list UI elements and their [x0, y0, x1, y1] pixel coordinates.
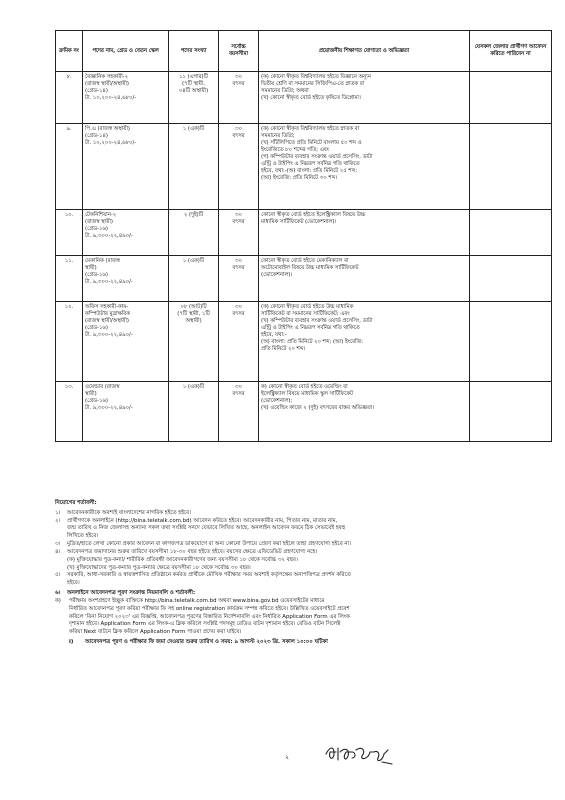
table-row: [56, 382, 552, 442]
cell-post: [83, 124, 169, 210]
count-line: ২ (দুই)টি: [183, 212, 204, 218]
cell-qualification: [259, 124, 470, 210]
post-line: (রাজস্ব স্থায়ী): [85, 218, 113, 225]
count-line: ১ (এক)টি: [182, 384, 205, 390]
term-text: [67, 549, 551, 572]
term-number: ২।: [55, 517, 61, 524]
count-line: (৭টি স্থায়ী, ১টি: [177, 310, 210, 317]
header-post: পদের নাম, গ্রেড ও বেতন স্কেল: [83, 31, 169, 72]
qualification-line: (ক) কোনো স্বীকৃত বিশ্ববিদ্যালয় হইতে বিজ্ঞানে অন্যূন: [261, 74, 371, 80]
qualification-line: প্রতি মিনিটে ২০ শব্দ।: [261, 345, 306, 352]
post-line: (গ্রেড-১৪): [85, 87, 108, 94]
term-text: আবেদনকারীকে অবশ্যই বাংলাদেশের নাগরিক হইতে হইবে।: [67, 509, 192, 516]
qualification-line: (ক) কোনো স্বীকৃত বিশ্ববিদ্যালয় হইতে স্নাতক বা: [261, 126, 360, 132]
cell-age: [219, 256, 259, 302]
qualification-line: ইংরেজিতে ৮০ শব্দের গতি; এবং: [261, 146, 329, 153]
term-line: সরকারি, আধা-সরকারি ও স্বায়ত্তশাসিত প্রতিষ্ঠানে কর্মরত প্রার্থীকে মৌখিক পরীক্ষার সময় অবশ্যই কর্তৃপক্ষের অনাপত্তিপত্র প্রদর্শন করিতে: [67, 572, 351, 579]
cell-serial: ৮.: [56, 72, 83, 124]
qualification-line: সার্টিফিকেট বা সমমানের সার্টিফিকেট; এবং: [261, 310, 350, 317]
cell-qualification: [259, 256, 470, 302]
term-text: [67, 572, 551, 588]
term-subline: (খ) মুক্তিযোদ্ধাদের পুত্র-কন্যার পুত্র-কন্যার ক্ষেত্রে বয়সসীমা ১৮ থেকে সর্বোচ্চ ৩০ বছর।: [67, 564, 251, 571]
table-row: [56, 72, 552, 124]
page-number: ২: [285, 754, 289, 761]
subitem-line: করিলে 'বিনা নিয়োগ ২০২৩' এর বিজ্ঞপ্তি, আবেদনপত্র পূরণের বিস্তারিত নির্দেশনাবলি এবং নির্ধারিত Application Form এর লিংক: [69, 613, 350, 620]
age-line: ৩০: [235, 212, 242, 218]
cell-age: [219, 72, 259, 124]
qualification-line: (খ) সাঁটলিপিতে প্রতি মিনিটে বাংলায় ৫০ শব্দ ও: [261, 139, 362, 146]
cell-ineligible: [470, 382, 552, 442]
post-line: টা. ৯,৩০০-২২,৪৯০/-: [85, 232, 133, 239]
cell-count: [169, 256, 219, 302]
post-line: (রাজস্ব স্থায়ী/অস্থায়ী): [85, 80, 129, 87]
qualification-line: (খ) কোনো স্বীকৃত বোর্ড হইতে কৃষিতে ডিপ্লোমা।: [261, 94, 361, 101]
post-line: স্থায়ী): [85, 264, 97, 271]
qualification-line: মাধ্যমিক সার্টিফিকেট (ভোকেশনাল)।: [261, 218, 337, 225]
posts-table: [55, 30, 552, 442]
cell-qualification: [259, 72, 470, 124]
cell-ineligible: [470, 124, 552, 210]
post-line: টা. ১০,২০০-২৪,৬৮০/-: [85, 139, 137, 146]
post-line: টা. ১০,২০০-২৪,৬৮০/-: [85, 94, 137, 101]
header-ineligible: যেসকল জেলার প্রার্থীগণ আবেদন করিতে পারিবেন না: [470, 31, 552, 72]
post-line: কম্পিউটার মুদ্রাক্ষরিক: [85, 310, 130, 317]
qualification-line: (ভোকেশনাল);: [261, 397, 293, 404]
cell-count: [169, 382, 219, 442]
subitem-line: করিয়া Next বাটনে ক্লিক করিলে Application Form পাওয়া প্রদেয় করা যাইবে।: [69, 629, 242, 636]
age-line: ৩০: [235, 258, 242, 264]
term-line: প্রার্থীগণকে অনলাইনে (http://bina.teletalk.com.bd) আবেদন করিতে হইবে। আবেদনকারীর নাম, পিতার নাম, মাতার নাম,: [67, 517, 338, 524]
term-subline: (ক) মুক্তিযোদ্ধার পুত্র-কন্যা/ শারীরিক প্রতিবন্ধী আবেদনকারীগণের জন্য বয়সসীমা ১৮ থেকে সর্বোচ্চ ৩২ বছর।: [67, 556, 298, 563]
cell-count: [169, 72, 219, 124]
subitem-text: আবেদনপত্র পূরণ ও পরীক্ষার ফি জমা দেওয়ার শুরুর তারিখ ও সময়: ৯ আগস্ট ২০২৩ খ্রি. সকাল ১০:০০ ঘটিকা: [85, 639, 328, 646]
post-line: ওয়েল্ডার (রাজস্ব: [85, 384, 120, 390]
age-line: বৎসর: [232, 264, 245, 271]
qualification-line: ইলেক্ট্রিক্যাল বিষয়ে মাধ্যমিক স্কুল সার্টিফিকেট: [261, 390, 354, 397]
terms-title: নিয়োগের শর্তাবলী:: [55, 500, 97, 506]
cell-serial: ১১.: [56, 256, 83, 302]
post-line: অফিস সহকারী-কাম-: [85, 304, 129, 310]
qualification-line: (ভোকেশনাল)।: [261, 271, 293, 278]
header-serial: ক্রমিক নং: [56, 31, 83, 72]
cell-qualification: [259, 210, 470, 256]
cell-age: [219, 124, 259, 210]
cell-serial: ১৩.: [56, 382, 83, 442]
cell-serial: ১২.: [56, 302, 83, 382]
age-line: ৩০: [235, 304, 242, 310]
cell-qualification: [259, 302, 470, 382]
header-qualification: প্রয়োজনীয় শিক্ষাগত যোগ্যতা ও অভিজ্ঞতা: [259, 31, 470, 72]
cell-age: [219, 382, 259, 442]
term-item: [55, 541, 551, 549]
cell-serial: ১০.: [56, 210, 83, 256]
post-line: মেকানিক (রাজস্ব: [85, 258, 120, 264]
age-line: বৎসর: [232, 310, 245, 317]
online-rules-title: অনলাইনে আবেদনপত্র পূরণ সংক্রান্ত নিয়মাবলি ও শর্তাবলী:: [67, 590, 196, 597]
age-line: ৩০: [235, 74, 242, 80]
table-row: [56, 210, 552, 256]
qualification-line: হইবে, যথা:-(অ) বাংলা: প্রতি মিনিটে ২৫ শব্দ;: [261, 167, 357, 174]
term-item: [55, 590, 551, 598]
term-number: ৪।: [55, 548, 61, 555]
qualification-line: সমমানের ডিগ্রি; অথবা: [261, 87, 309, 94]
cell-post: [83, 302, 169, 382]
post-line: টা. ৯,৩০০-২২,৪৯০/-: [85, 331, 133, 338]
cell-ineligible: [470, 302, 552, 382]
post-line: টেকনিশিয়ান-২: [85, 212, 117, 218]
qualification-line: হইবে, যথা:-: [261, 331, 287, 338]
count-line: ০৮ (আট)টি: [180, 304, 207, 310]
qualification-line: (ক) কোনো স্বীকৃত বোর্ড হইতে উচ্চ মাধ্যমিক: [261, 304, 354, 310]
term-item: [55, 572, 551, 588]
post-line: (গ্রেড-১৬): [85, 397, 108, 404]
table-row: [56, 302, 552, 382]
count-line: ১ (এক)টি: [182, 126, 205, 132]
subitem-number: ক): [55, 597, 61, 604]
subitem-text: [69, 598, 551, 637]
post-line: টা. ৯,৩০০-২২,৪৯০/-: [85, 404, 133, 411]
qualification-line: (খ) কম্পিউটার ব্যবহার সংক্রান্ত ওয়ার্ড প্রসেসিং, ডাটা: [261, 317, 373, 324]
term-line: লিখিতে হইবে।: [67, 533, 99, 540]
subitem-number: i): [69, 639, 74, 646]
post-line: বৈজ্ঞানিক সহকারী-২: [85, 74, 129, 80]
subitem-line: দৃশ্যমান হইবে। Application Form এর লিংক-এ ক্লিক করিলে সংশ্লিষ্ট পদসমূহ রেডিও বাটন দৃশ্যমান হইবে। রেডিও বাটন সিলেক্ট: [69, 621, 341, 628]
post-line: পি.এ (রাজস্ব অস্থায়ী): [85, 126, 131, 132]
post-line: (গ্রেড-১৪): [85, 132, 108, 139]
post-line: (গ্রেড-১৬): [85, 324, 108, 331]
cell-post: [83, 382, 169, 442]
term-item: [55, 518, 551, 541]
qualification-line: দ্বিতীয় শ্রেণি বা সমমানের সিজিপিএ-তে স্নাতক বা: [261, 80, 365, 87]
count-line: ১ (এক)টি: [182, 258, 205, 264]
cell-post: [83, 256, 169, 302]
qualification-line: (আ) ইংরেজি: প্রতি মিনিটে ৩০ শব্দ।: [261, 174, 338, 181]
cell-ineligible: [470, 210, 552, 256]
age-line: বৎসর: [232, 80, 245, 87]
cell-age: [219, 210, 259, 256]
cell-serial: ৯.: [56, 124, 83, 210]
cell-post: [83, 210, 169, 256]
qualification-line: অটোমোবাইল বিষয়ে উচ্চ মাধ্যমিক সার্টিফিকেট: [261, 264, 359, 271]
term-line: জন্ম তারিখ ও নিজ জেলাসহ অন্যান্য সকল তথ্য সংশ্লিষ্ট সনদে যেভাবে লিখিত আছে, অনলাইন আবেদন ফরমে ঠিক সেভাবেই হবহু: [67, 525, 346, 532]
application-start-date: [55, 639, 551, 647]
term-number: ১।: [55, 509, 61, 516]
qualification-line: কোনো স্বীকৃত বোর্ড হইতে ইলেক্ট্রিক্যাল বিষয়ে উচ্চ: [261, 212, 366, 218]
table-row: [56, 124, 552, 210]
term-subitem: [55, 598, 551, 637]
post-line: (রাজস্ব স্থায়ী/অস্থায়ী): [85, 317, 129, 324]
qualification-line: (খ) ওয়েল্ডিং কাজে ২ (দুই) বৎসরের বাস্তব অভিজ্ঞতা।: [261, 404, 375, 411]
post-line: (গ্রেড-১৬): [85, 225, 108, 232]
header-count: পদের সংখ্যা: [169, 31, 219, 72]
count-line: ১১ (এগার)টি: [178, 74, 209, 80]
age-line: বৎসর: [232, 132, 245, 139]
post-line: টা. ৯,৩০০-২২,৪৯০/-: [85, 278, 133, 285]
qualification-line: (গ) কম্পিউটার ব্যবহার সংক্রান্ত ওয়ার্ড প্রসেসিং, ডাটা: [261, 153, 373, 160]
appointment-terms: [55, 500, 551, 647]
table-header-row: [56, 31, 552, 72]
cell-count: [169, 210, 219, 256]
qualification-line: সমমানের ডিগ্রি;: [261, 132, 295, 139]
qualification-line: কোনো স্বীকৃত বোর্ড হইতে মেকানিক্যাল বা: [261, 258, 349, 264]
cell-post: [83, 72, 169, 124]
post-line: (গ্রেড-১৬): [85, 271, 108, 278]
count-line: (৭টি স্থায়ী,: [182, 80, 205, 87]
cell-ineligible: [470, 72, 552, 124]
term-number: ৩।: [55, 541, 61, 548]
age-line: ৩০: [235, 126, 242, 132]
cell-qualification: [259, 382, 470, 442]
subitem-line: পরীক্ষায় অংশগ্রহণে ইচ্ছুক ব্যক্তিকে http://bina.teletalk.com.bd অথবা www.bina.gov.bd ওয়েবসাইটের মাধ্যমে: [69, 597, 325, 604]
signature-icon: [322, 740, 402, 768]
term-line: আবেদনপত্র জমাদানের শুরুর তারিখে বয়সসীমা ১৮-৩০ বছর হইতে হইবে। বয়সের ক্ষেত্রে এফিডেভিট গ্রহণযোগ্য নহে।: [67, 548, 318, 555]
cell-ineligible: [470, 256, 552, 302]
term-item: [55, 549, 551, 572]
count-line: অস্থায়ী): [185, 317, 202, 324]
count-line: ০৪টি অস্থায়ী): [178, 87, 209, 94]
subitem-line: নির্ধারিত আবেদনপত্র পূরণ করিয়া পরীক্ষার ফি সহ online registration কার্যক্রম সম্পন্ন করিতে হইবে। উল্লিখিত ওয়েবসাইটে প্রবেশ: [69, 605, 350, 612]
age-line: বৎসর: [232, 218, 245, 225]
term-number: ৫।: [55, 572, 61, 579]
table-row: [56, 256, 552, 302]
qualification-line: এন্ট্রি ও টাইপিং এ নিম্নরূপ সর্বনিম্ন গতি থাকিতে: [261, 324, 360, 331]
qualification-line: (অ) বাংলা: প্রতি মিনিটে ২০ শব্দ; (আ) ইংরেজি:: [261, 338, 364, 345]
term-number: ৬।: [55, 590, 61, 597]
cell-count: [169, 302, 219, 382]
term-text: [67, 518, 551, 541]
age-line: ৩০: [235, 384, 242, 390]
term-item: [55, 510, 551, 518]
cell-count: [169, 124, 219, 210]
age-line: বৎসর: [232, 390, 245, 397]
qualification-line: এন্ট্রি ও টাইপিং এ নিম্নরূপ সর্বনিম্ন গতি থাকিতে: [261, 160, 360, 167]
cell-age: [219, 302, 259, 382]
term-line: হইবে।: [67, 580, 80, 587]
term-text: মুদ্রিত/হাতে লেখা কোনো প্রকার আবেদন বা কাগজপত্র ডাকযোগে বা অন্য কোনো উপায়ে প্রেরণ করা হইলে তাহা গ্রহণযোগ্য হইবে না।: [67, 541, 352, 548]
post-line: স্থায়ী): [85, 390, 97, 397]
header-age: সর্বোচ্চ বয়সসীমা: [219, 31, 259, 72]
qualification-line: ক) কোনো স্বীকৃত বোর্ড হইতে ওয়েল্ডিং বা: [261, 384, 348, 390]
